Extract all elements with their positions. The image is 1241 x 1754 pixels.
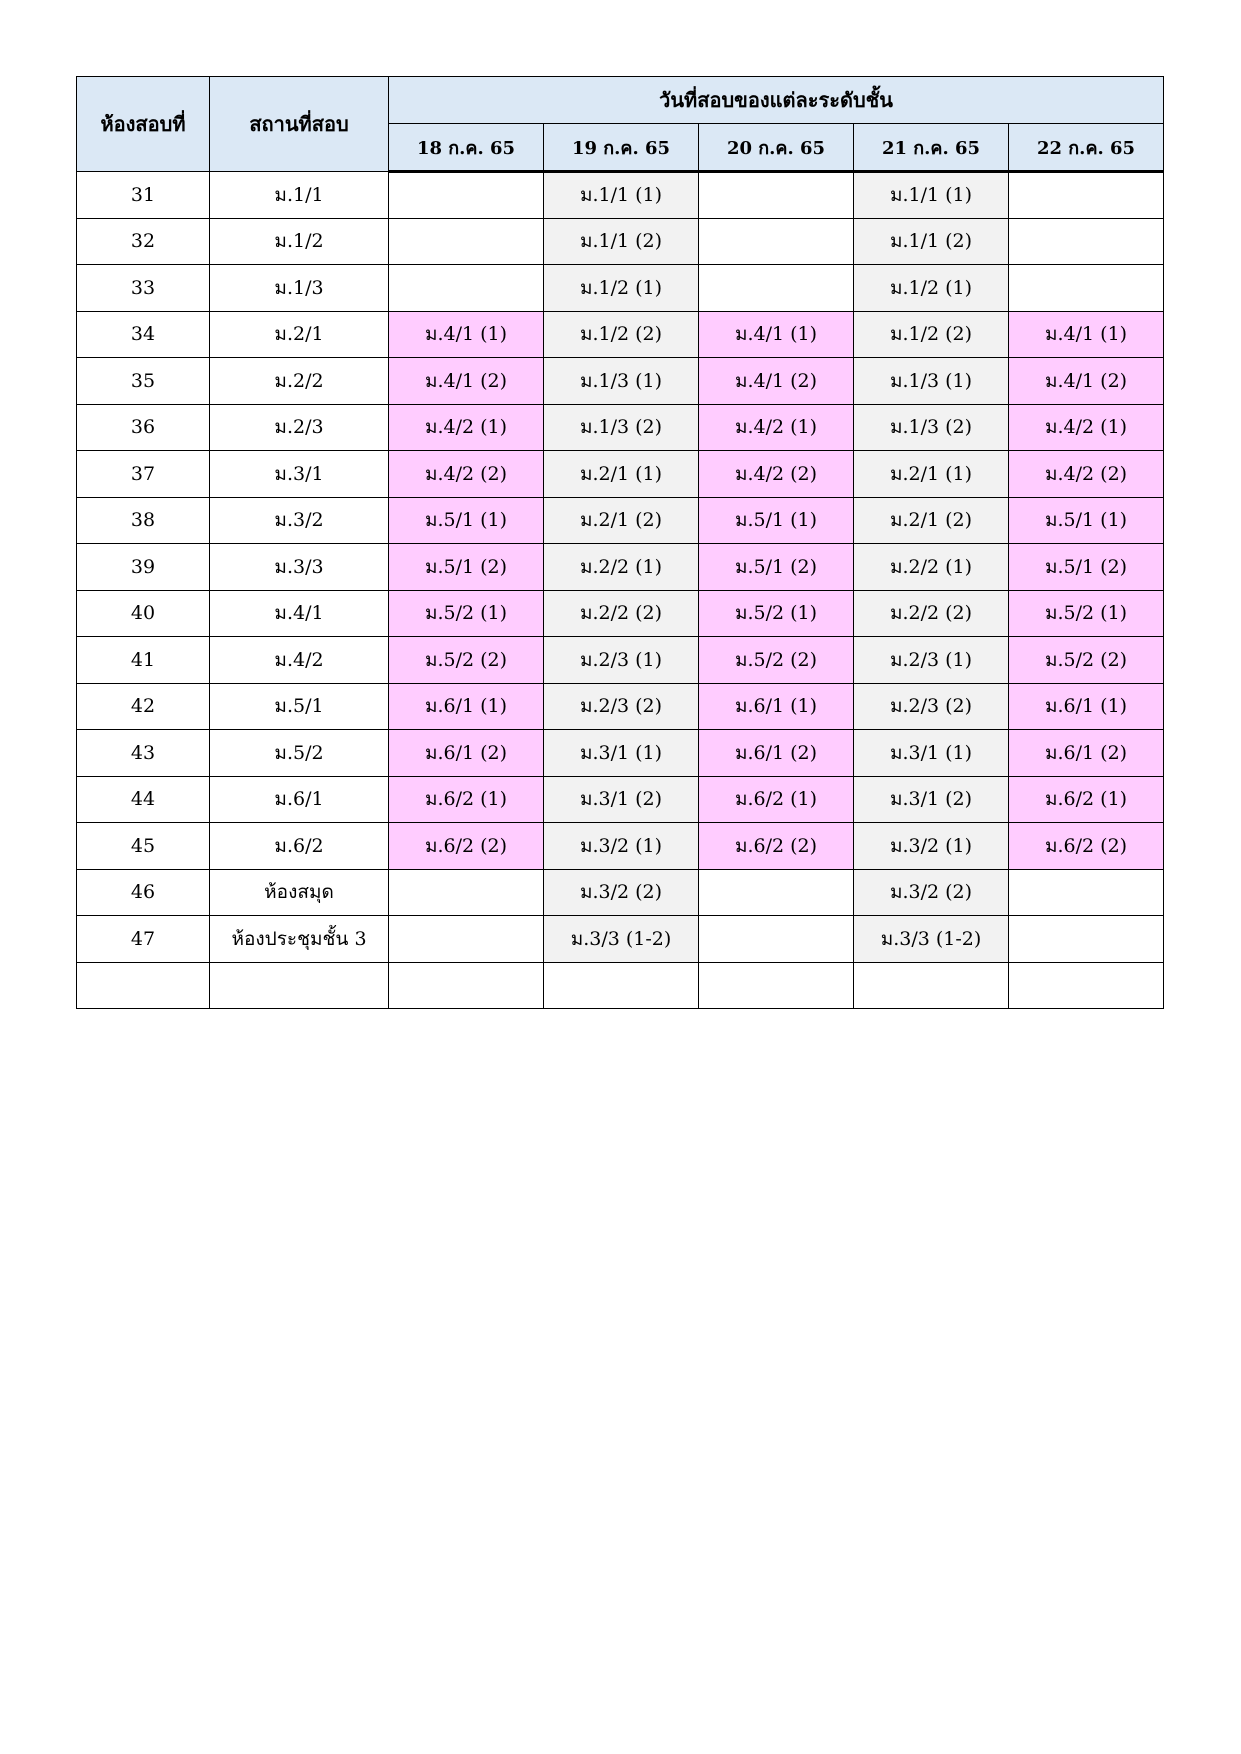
room-number-cell: 44 [77, 776, 210, 823]
schedule-cell: ม.4/2 (2) [389, 451, 544, 498]
schedule-cell: ม.4/1 (1) [699, 311, 854, 358]
schedule-cell: ม.1/2 (1) [854, 265, 1009, 312]
schedule-cell [389, 869, 544, 916]
schedule-cell: ม.6/2 (2) [1009, 823, 1164, 870]
location-cell: ม.3/3 [210, 544, 389, 591]
schedule-cell: ม.5/2 (1) [389, 590, 544, 637]
schedule-cell: ม.6/1 (2) [1009, 730, 1164, 777]
schedule-cell: ม.4/1 (1) [1009, 311, 1164, 358]
schedule-cell: ม.4/1 (2) [699, 358, 854, 405]
schedule-cell [699, 172, 854, 219]
schedule-cell: ม.6/1 (2) [699, 730, 854, 777]
header-date: 18 ก.ค. 65 [389, 124, 544, 172]
schedule-cell: ม.6/1 (1) [1009, 683, 1164, 730]
schedule-cell: ม.2/2 (1) [854, 544, 1009, 591]
room-number-cell: 42 [77, 683, 210, 730]
schedule-cell [1009, 218, 1164, 265]
room-number-cell: 45 [77, 823, 210, 870]
schedule-cell: ม.6/1 (2) [389, 730, 544, 777]
schedule-cell: ม.3/3 (1-2) [854, 916, 1009, 963]
schedule-cell: ม.2/2 (2) [854, 590, 1009, 637]
schedule-cell: ม.2/3 (1) [544, 637, 699, 684]
header-date: 20 ก.ค. 65 [699, 124, 854, 172]
room-number-cell: 32 [77, 218, 210, 265]
schedule-cell: ม.2/2 (1) [544, 544, 699, 591]
room-number-cell: 34 [77, 311, 210, 358]
header-date: 19 ก.ค. 65 [544, 124, 699, 172]
location-cell: ม.3/2 [210, 497, 389, 544]
schedule-cell [699, 218, 854, 265]
schedule-cell [389, 172, 544, 219]
table-row [77, 637, 1164, 684]
location-cell: ม.1/2 [210, 218, 389, 265]
schedule-cell [544, 962, 699, 1009]
schedule-cell: ม.2/3 (2) [544, 683, 699, 730]
header-exam-dates-group: วันที่สอบของแต่ละระดับชั้น [389, 77, 1164, 124]
schedule-cell: ม.1/1 (2) [854, 218, 1009, 265]
schedule-cell: ม.1/1 (1) [854, 172, 1009, 219]
schedule-cell: ม.3/3 (1-2) [544, 916, 699, 963]
schedule-cell: ม.5/1 (1) [389, 497, 544, 544]
room-number-cell: 43 [77, 730, 210, 777]
table-row [77, 869, 1164, 916]
schedule-cell: ม.4/2 (2) [1009, 451, 1164, 498]
table-row [77, 451, 1164, 498]
table-row [77, 962, 1164, 1009]
schedule-cell: ม.4/2 (2) [699, 451, 854, 498]
location-cell: ม.2/2 [210, 358, 389, 405]
table-row [77, 916, 1164, 963]
table-row [77, 683, 1164, 730]
schedule-cell: ม.1/2 (2) [854, 311, 1009, 358]
schedule-cell: ม.3/1 (2) [544, 776, 699, 823]
schedule-cell [699, 916, 854, 963]
room-number-cell: 36 [77, 404, 210, 451]
table-row [77, 497, 1164, 544]
schedule-cell [1009, 916, 1164, 963]
table-row [77, 218, 1164, 265]
schedule-cell: ม.2/3 (2) [854, 683, 1009, 730]
location-cell: ม.4/2 [210, 637, 389, 684]
schedule-cell [854, 962, 1009, 1009]
schedule-cell: ม.4/2 (1) [1009, 404, 1164, 451]
table-row [77, 311, 1164, 358]
schedule-cell: ม.3/2 (2) [854, 869, 1009, 916]
schedule-cell: ม.6/2 (1) [1009, 776, 1164, 823]
schedule-cell: ม.5/1 (1) [699, 497, 854, 544]
schedule-cell [1009, 869, 1164, 916]
schedule-cell [389, 218, 544, 265]
location-cell: ห้องสมุด [210, 869, 389, 916]
schedule-cell: ม.2/1 (2) [544, 497, 699, 544]
room-number-cell: 40 [77, 590, 210, 637]
room-number-cell: 41 [77, 637, 210, 684]
table-row [77, 590, 1164, 637]
room-number-cell: 33 [77, 265, 210, 312]
schedule-cell: ม.3/1 (1) [544, 730, 699, 777]
schedule-cell: ม.4/1 (2) [389, 358, 544, 405]
table-row [77, 265, 1164, 312]
schedule-cell: ม.6/2 (1) [699, 776, 854, 823]
room-number-cell: 46 [77, 869, 210, 916]
schedule-cell: ม.5/1 (2) [389, 544, 544, 591]
schedule-cell: ม.1/3 (1) [854, 358, 1009, 405]
location-cell: ม.6/1 [210, 776, 389, 823]
schedule-cell: ม.5/2 (2) [699, 637, 854, 684]
schedule-cell [699, 869, 854, 916]
schedule-cell: ม.6/2 (2) [389, 823, 544, 870]
schedule-cell: ม.3/2 (1) [544, 823, 699, 870]
schedule-cell: ม.6/2 (2) [699, 823, 854, 870]
schedule-cell [389, 962, 544, 1009]
exam-schedule-table [76, 76, 1164, 1009]
schedule-cell: ม.5/2 (2) [1009, 637, 1164, 684]
header-date: 21 ก.ค. 65 [854, 124, 1009, 172]
location-cell [210, 962, 389, 1009]
schedule-cell: ม.1/1 (2) [544, 218, 699, 265]
location-cell: ม.2/1 [210, 311, 389, 358]
schedule-cell: ม.3/1 (2) [854, 776, 1009, 823]
header-room-number: ห้องสอบที่ [77, 77, 210, 172]
location-cell: ม.1/3 [210, 265, 389, 312]
schedule-cell: ม.5/1 (1) [1009, 497, 1164, 544]
schedule-cell [699, 962, 854, 1009]
table-row [77, 358, 1164, 405]
schedule-cell: ม.1/1 (1) [544, 172, 699, 219]
schedule-cell: ม.6/2 (1) [389, 776, 544, 823]
location-cell: ม.4/1 [210, 590, 389, 637]
table-row [77, 730, 1164, 777]
schedule-cell: ม.2/3 (1) [854, 637, 1009, 684]
schedule-cell: ม.1/2 (2) [544, 311, 699, 358]
schedule-cell [1009, 962, 1164, 1009]
schedule-cell: ม.1/2 (1) [544, 265, 699, 312]
location-cell: ม.5/2 [210, 730, 389, 777]
schedule-cell: ม.3/1 (1) [854, 730, 1009, 777]
location-cell: ม.3/1 [210, 451, 389, 498]
schedule-cell: ม.5/1 (2) [1009, 544, 1164, 591]
room-number-cell: 39 [77, 544, 210, 591]
schedule-cell: ม.5/2 (2) [389, 637, 544, 684]
header-date: 22 ก.ค. 65 [1009, 124, 1164, 172]
schedule-cell: ม.2/1 (1) [854, 451, 1009, 498]
schedule-cell: ม.4/2 (1) [699, 404, 854, 451]
schedule-cell [1009, 265, 1164, 312]
schedule-cell: ม.2/2 (2) [544, 590, 699, 637]
schedule-cell: ม.1/3 (2) [854, 404, 1009, 451]
schedule-cell: ม.4/1 (2) [1009, 358, 1164, 405]
table-row [77, 776, 1164, 823]
table-row [77, 404, 1164, 451]
schedule-cell: ม.3/2 (2) [544, 869, 699, 916]
schedule-cell: ม.2/1 (2) [854, 497, 1009, 544]
schedule-cell: ม.1/3 (1) [544, 358, 699, 405]
table-body [77, 172, 1164, 1009]
schedule-cell [1009, 172, 1164, 219]
schedule-cell: ม.5/1 (2) [699, 544, 854, 591]
location-cell: ม.2/3 [210, 404, 389, 451]
schedule-cell: ม.2/1 (1) [544, 451, 699, 498]
room-number-cell: 35 [77, 358, 210, 405]
schedule-cell: ม.6/1 (1) [389, 683, 544, 730]
location-cell: ม.1/1 [210, 172, 389, 219]
table-row [77, 823, 1164, 870]
table-row [77, 544, 1164, 591]
room-number-cell [77, 962, 210, 1009]
room-number-cell: 38 [77, 497, 210, 544]
room-number-cell: 31 [77, 172, 210, 219]
room-number-cell: 37 [77, 451, 210, 498]
location-cell: ม.5/1 [210, 683, 389, 730]
schedule-cell [389, 265, 544, 312]
location-cell: ม.6/2 [210, 823, 389, 870]
schedule-cell: ม.5/2 (1) [699, 590, 854, 637]
schedule-cell: ม.4/2 (1) [389, 404, 544, 451]
schedule-cell: ม.4/1 (1) [389, 311, 544, 358]
schedule-cell [389, 916, 544, 963]
schedule-cell: ม.1/3 (2) [544, 404, 699, 451]
location-cell: ห้องประชุมชั้น 3 [210, 916, 389, 963]
schedule-cell: ม.5/2 (1) [1009, 590, 1164, 637]
header-location: สถานที่สอบ [210, 77, 389, 172]
schedule-cell [699, 265, 854, 312]
room-number-cell: 47 [77, 916, 210, 963]
schedule-cell: ม.3/2 (1) [854, 823, 1009, 870]
table-row [77, 172, 1164, 219]
schedule-cell: ม.6/1 (1) [699, 683, 854, 730]
